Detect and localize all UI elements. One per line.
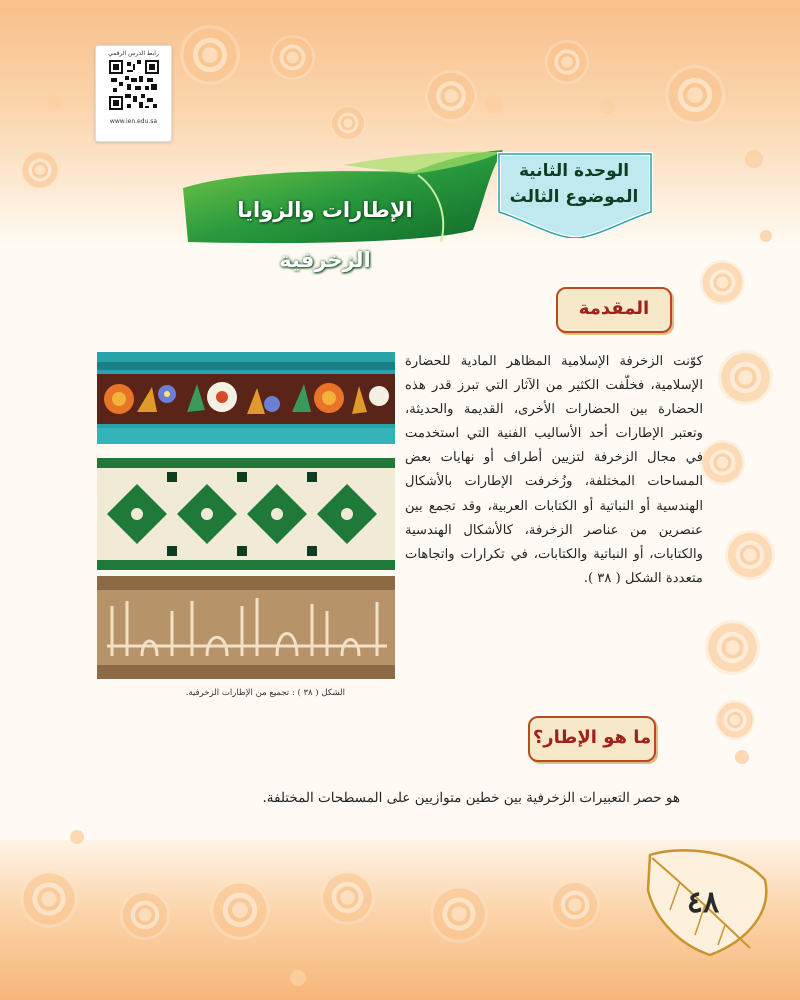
definition-text: هو حصر التعبيرات الزخرفية بين خطين متوازيين على المسطحات المختلفة. bbox=[262, 790, 680, 806]
definition-heading: ما هو الإطار؟ bbox=[528, 716, 656, 762]
intro-paragraph: كوّنت الزخرفة الإسلامية المظاهر المادية للحضارة الإسلامية، فخلّفت الكثير من الآثار التي تبرز قدر هذه الحضارة بين الحضارات الأخرى، القديمة والحديثة، وتعتبر الإطارات أحد الأساليب الفنية التي استخدمت في مجال الزخرفة لتزيين أطراف أو نهايات بعض المساحات المختلفة، وزُخرفت الإطارات بالأشكال الهندسية أو النباتية أو الكتابات العربية، وقد تجمع بين عنصرين من عناصر الزخرفة، كالأشكال الهندسية والكتابات، أو النباتية والكتابات، في تكرارات واتجاهات متعددة الشكل ( ٣٨ ). bbox=[405, 354, 703, 586]
topic-line: الموضوع الثالث bbox=[509, 187, 639, 207]
geometric-frame-image bbox=[97, 458, 395, 570]
digital-lesson-qr[interactable] bbox=[95, 45, 172, 142]
qr-code-icon bbox=[109, 60, 159, 110]
unit-line: الوحدة الثانية bbox=[518, 161, 630, 181]
lesson-title: الإطارات والزوايا الزخرفية bbox=[237, 198, 413, 272]
qr-label: رابط الدرس الرقمي bbox=[108, 50, 159, 57]
figure-caption: الشكل ( ٣٨ ) : تجميع من الإطارات الزخرفية. bbox=[185, 688, 345, 698]
qr-url: www.ien.edu.sa bbox=[109, 118, 158, 125]
unit-label bbox=[500, 158, 648, 210]
floral-frame-image bbox=[97, 352, 395, 444]
intro-heading: المقدمة bbox=[556, 287, 672, 333]
page-number: ٤٨ bbox=[686, 885, 720, 920]
calligraphy-frame-image bbox=[97, 576, 395, 679]
